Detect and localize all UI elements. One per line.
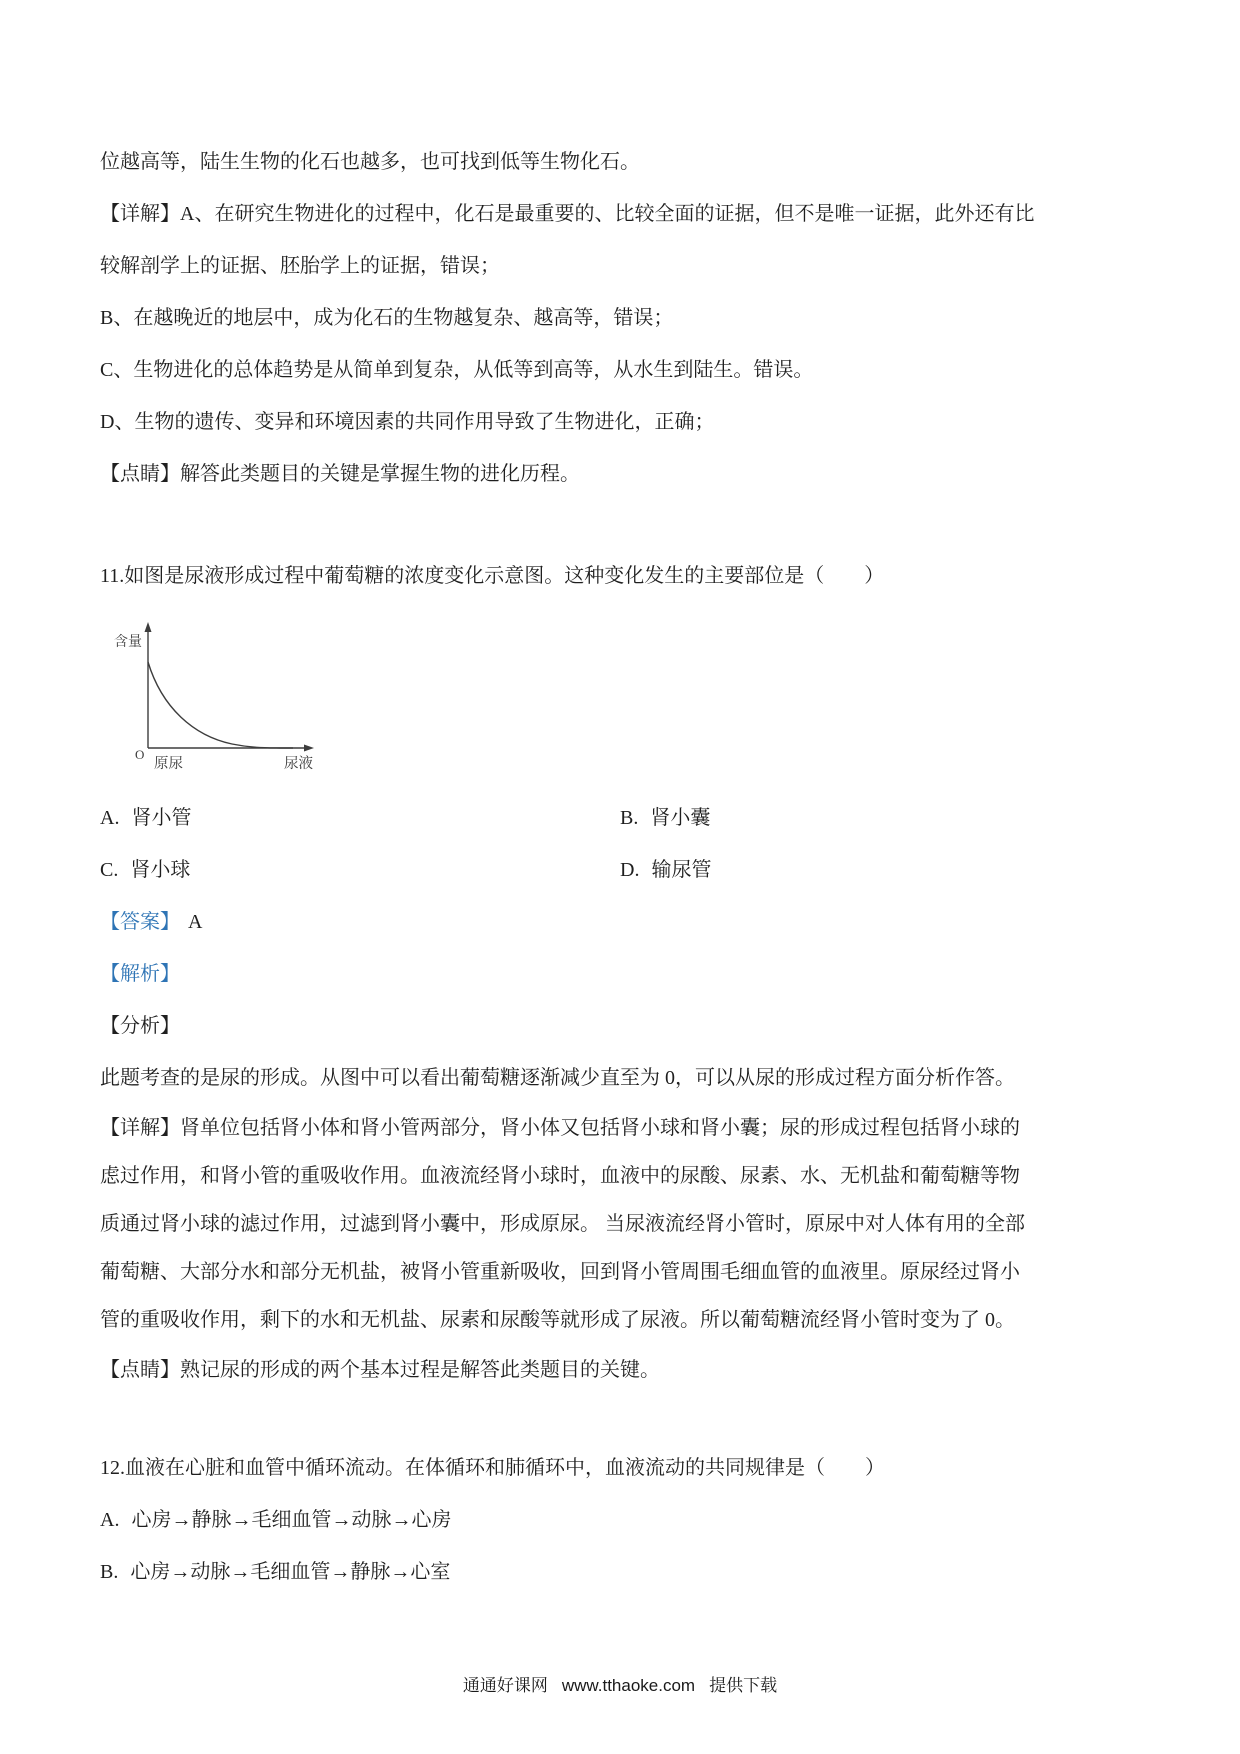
- q11-option-c: [100, 844, 620, 896]
- option-text: 肾小球: [130, 859, 191, 881]
- q11-detail-line-3: 质通过肾小球的滤过作用，过滤到肾小囊中，形成原尿。 当尿液流经肾小管时，原尿中对人体有用的全部: [100, 1213, 1025, 1235]
- q11-detail-line-2: 虑过作用，和肾小管的重吸收作用。血液流经肾小球时，血液中的尿酸、尿素、水、无机盐和葡萄糖等物: [100, 1165, 1020, 1187]
- q11-tip-line: 【点睛】熟记尿的形成的两个基本过程是解答此类题目的关键。: [100, 1359, 660, 1381]
- q11-jiexi-line: [100, 948, 1140, 1000]
- option-text: 心房→动脉→毛细血管→静脉→心室: [130, 1561, 451, 1583]
- q10-choice-c-analysis: C、生物进化的总体趋势是从简单到复杂，从低等到高等，从水生到陆生。错误。: [100, 359, 814, 381]
- option-label: A.: [100, 807, 120, 829]
- option-text: 肾小囊: [650, 807, 711, 829]
- q11-stem: 11.如图是尿液形成过程中葡萄糖的浓度变化示意图。这种变化发生的主要部位是（ ）: [100, 565, 885, 587]
- q10-carry-line: 位越高等，陆生生物的化石也越多，也可找到低等生物化石。: [100, 151, 640, 173]
- q11-figure: [100, 602, 1140, 792]
- option-label: D.: [620, 859, 640, 881]
- q12-option-a: [100, 1494, 1140, 1546]
- q11-fenxi-line: 【分析】: [100, 1015, 180, 1037]
- figure-origin-label: O: [135, 747, 145, 762]
- jiexi-tag: 【解析】: [100, 963, 180, 985]
- section-spacer: [100, 1396, 1140, 1442]
- q11-option-b: [620, 792, 1140, 844]
- option-label: C.: [100, 859, 119, 881]
- option-label: B.: [620, 807, 639, 829]
- q10-detail-line-2: 较解剖学上的证据、胚胎学上的证据，错误；: [100, 255, 500, 277]
- page-footer: [0, 1671, 1240, 1696]
- option-label: A.: [100, 1509, 120, 1531]
- glucose-concentration-chart: [100, 616, 340, 792]
- q12-stem: 12.血液在心脏和血管中循环流动。在体循环和肺循环中，血液流动的共同规律是（ ）: [100, 1457, 885, 1479]
- q10-tip-line: 【点睛】解答此类题目的关键是掌握生物的进化历程。: [100, 463, 580, 485]
- figure-y-axis-label: 含量: [114, 635, 142, 650]
- option-text: 输尿管: [651, 859, 712, 881]
- footer-suffix: 提供下载: [709, 1676, 778, 1695]
- q11-answer-line: [100, 896, 1140, 948]
- option-text: 肾小管: [131, 807, 192, 829]
- exam-page-content: [100, 136, 1140, 1598]
- answer-tag: 【答案】: [100, 911, 180, 933]
- q11-option-a: [100, 792, 620, 844]
- q11-detail-line-4: 葡萄糖、大部分水和部分无机盐，被肾小管重新吸收，回到肾小管周围毛细血管的血液里。原尿经过肾小: [100, 1261, 1020, 1283]
- answer-value: A: [188, 911, 203, 933]
- q12-option-b: [100, 1546, 1140, 1598]
- q11-options: [100, 792, 1140, 896]
- figure-x-label-original-urine: 原尿: [154, 756, 183, 772]
- footer-site-name: 通通好课网: [462, 1676, 548, 1695]
- option-text: 心房→静脉→毛细血管→动脉→心房: [131, 1509, 452, 1531]
- q11-detail-line-1: 【详解】肾单位包括肾小体和肾小管两部分，肾小体又包括肾小球和肾小囊；尿的形成过程包括肾小球的: [100, 1117, 1020, 1139]
- q11-option-d: [620, 844, 1140, 896]
- x-axis-arrow-icon: [304, 745, 314, 752]
- q10-choice-d-analysis: D、生物的遗传、变异和环境因素的共同作用导致了生物进化，正确；: [100, 411, 715, 433]
- glucose-curve: [148, 662, 293, 748]
- q11-fenxi-text: 此题考查的是尿的形成。从图中可以看出葡萄糖逐渐减少直至为 0，可以从尿的形成过程方面分析作答。: [100, 1067, 1015, 1089]
- option-label: B.: [100, 1561, 119, 1583]
- figure-x-label-urine: 尿液: [284, 756, 313, 772]
- y-axis-arrow-icon: [145, 622, 152, 632]
- footer-url: www.tthaoke.com: [561, 1676, 696, 1695]
- section-spacer: [100, 500, 1140, 550]
- q11-detail-line-5: 管的重吸收作用，剩下的水和无机盐、尿素和尿酸等就形成了尿液。所以葡萄糖流经肾小管时变为了 0。: [100, 1309, 1015, 1331]
- q10-choice-b-analysis: B、在越晚近的地层中，成为化石的生物越复杂、越高等，错误；: [100, 307, 674, 329]
- q10-detail-line-1: 【详解】A、在研究生物进化的过程中，化石是最重要的、比较全面的证据，但不是唯一证据，此外还有比: [100, 203, 1035, 225]
